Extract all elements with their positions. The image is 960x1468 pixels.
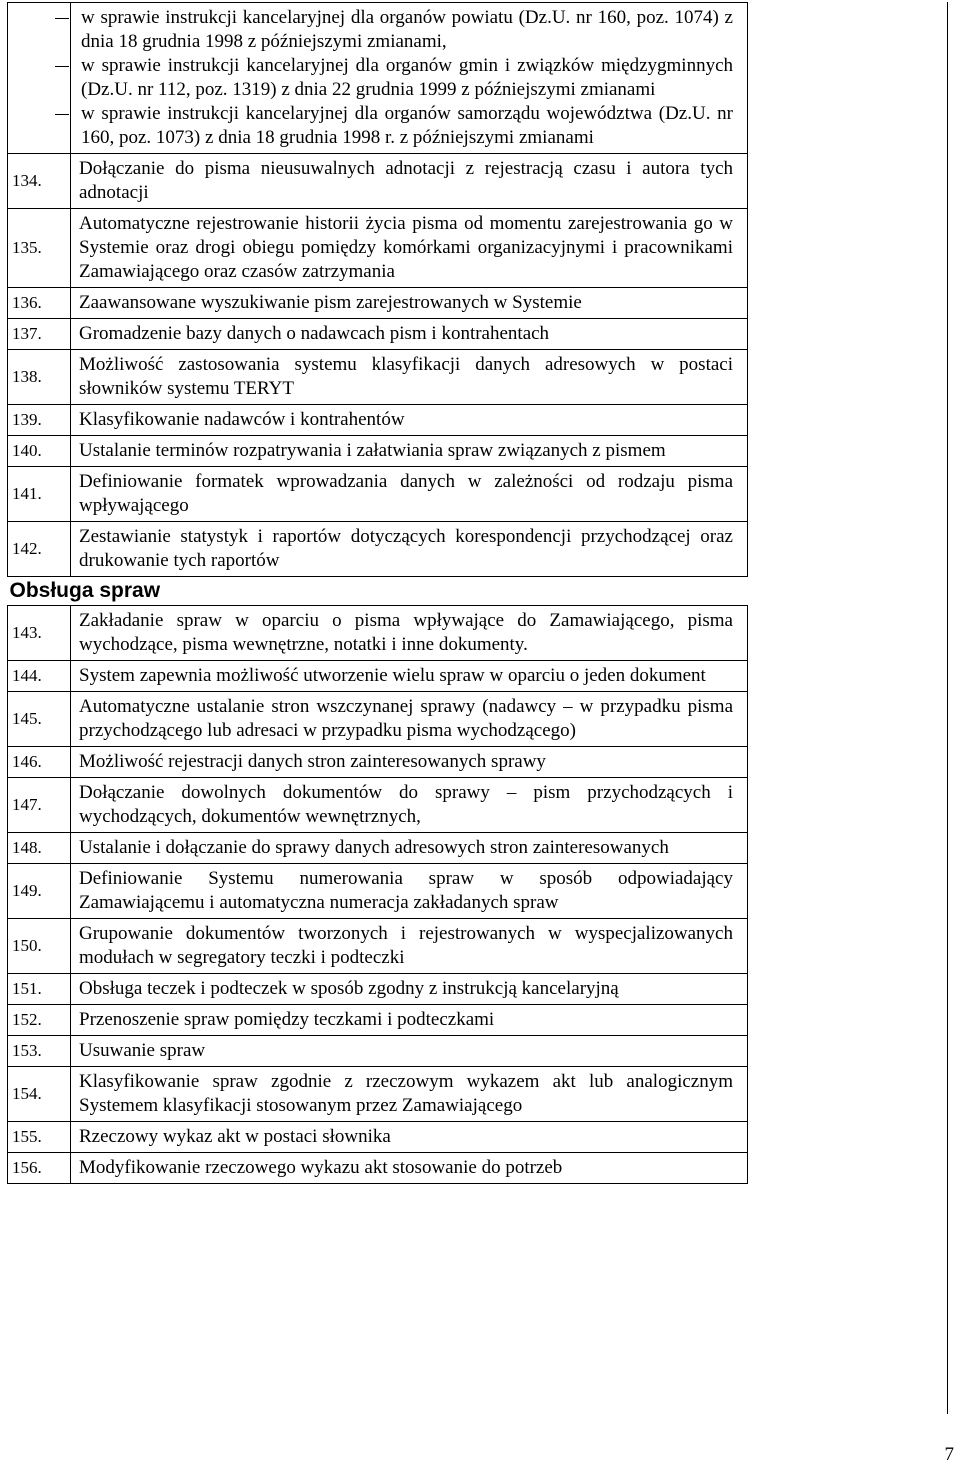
table-row	[8, 1153, 748, 1184]
table-row	[8, 747, 748, 778]
table-row	[8, 405, 748, 436]
continuation-row	[8, 3, 748, 154]
row-number: 139.	[8, 405, 71, 436]
row-number: 135.	[8, 209, 71, 288]
row-text: Zakładanie spraw w oparciu o pisma wpływające do Zamawiającego, pisma wychodzące, pisma wewnętrzne, notatki i inne dokumenty.	[71, 606, 748, 661]
row-text: Zaawansowane wyszukiwanie pism zarejestrowanych w Systemie	[71, 288, 748, 319]
row-text: Możliwość rejestracji danych stron zainteresowanych sprawy	[71, 747, 748, 778]
row-text: Definiowanie formatek wprowadzania danych w zależności od rodzaju pisma wpływającego	[71, 467, 748, 522]
table-row	[8, 436, 748, 467]
row-number: 148.	[8, 833, 71, 864]
row-number: 142.	[8, 522, 71, 577]
row-number: 146.	[8, 747, 71, 778]
list-item-text: w sprawie instrukcji kancelaryjnej dla organów samorządu województwa (Dz.U. nr 160, poz. 1073) z dnia 18 grudnia 1998 r. z późniejszymi zmianami	[81, 103, 733, 148]
row-text: Zestawianie statystyk i raportów dotyczących korespondencji przychodzącej oraz drukowanie tych raportów	[71, 522, 748, 577]
table-row	[8, 288, 748, 319]
row-text: Gromadzenie bazy danych o nadawcach pism i kontrahentach	[71, 319, 748, 350]
requirements-table	[7, 2, 748, 1184]
table-row	[8, 1005, 748, 1036]
row-number: 136.	[8, 288, 71, 319]
row-text: Ustalanie terminów rozpatrywania i załatwiania spraw związanych z pismem	[71, 436, 748, 467]
table-row	[8, 919, 748, 974]
table-row	[8, 974, 748, 1005]
table-row	[8, 833, 748, 864]
row-text: Modyfikowanie rzeczowego wykazu akt stosowanie do potrzeb	[71, 1153, 748, 1184]
table-row	[8, 1036, 748, 1067]
section-title: Obsługa spraw	[8, 577, 748, 606]
section-row	[8, 577, 748, 606]
table-row	[8, 319, 748, 350]
row-text: Dołączanie dowolnych dokumentów do sprawy – pism przychodzących i wychodzących, dokumentów wewnętrznych,	[71, 778, 748, 833]
row-number: 141.	[8, 467, 71, 522]
row-text: Dołączanie do pisma nieusuwalnych adnotacji z rejestracją czasu i autora tych adnotacji	[71, 154, 748, 209]
row-text: Grupowanie dokumentów tworzonych i rejestrowanych w wyspecjalizowanych modułach w segregatory teczki i podteczki	[71, 919, 748, 974]
row-number: 151.	[8, 974, 71, 1005]
row-number	[8, 3, 71, 154]
table-row	[8, 778, 748, 833]
requirements-table-body	[8, 3, 748, 1184]
row-text: Rzeczowy wykaz akt w postaci słownika	[71, 1122, 748, 1153]
table-row	[8, 1067, 748, 1122]
row-text: Usuwanie spraw	[71, 1036, 748, 1067]
table-row	[8, 522, 748, 577]
list-item	[79, 54, 733, 102]
row-text: Klasyfikowanie nadawców i kontrahentów	[71, 405, 748, 436]
table-row	[8, 467, 748, 522]
row-number: 153.	[8, 1036, 71, 1067]
table-row	[8, 606, 748, 661]
row-text: Automatyczne rejestrowanie historii życia pisma od momentu zarejestrowania go w Systemie oraz drogi obiegu pomiędzy komórkami organizacyjnymi i pracownikami Zamawiającego oraz czasów zatrzymania	[71, 209, 748, 288]
row-text: Przenoszenie spraw pomiędzy teczkami i podteczkami	[71, 1005, 748, 1036]
table-row	[8, 350, 748, 405]
regulation-list	[79, 6, 733, 150]
row-number: 150.	[8, 919, 71, 974]
row-number: 138.	[8, 350, 71, 405]
table-row	[8, 209, 748, 288]
row-number: 154.	[8, 1067, 71, 1122]
row-number: 143.	[8, 606, 71, 661]
row-number: 145.	[8, 692, 71, 747]
row-text: System zapewnia możliwość utworzenie wielu spraw w oparciu o jeden dokument	[71, 661, 748, 692]
row-number: 155.	[8, 1122, 71, 1153]
row-number: 134.	[8, 154, 71, 209]
page-number: 7	[944, 1444, 954, 1465]
table-row	[8, 692, 748, 747]
list-item-text: w sprawie instrukcji kancelaryjnej dla organów powiatu (Dz.U. nr 160, poz. 1074) z dnia 18 grudnia 1998 z późniejszymi zmianami,	[81, 7, 733, 52]
row-text: Możliwość zastosowania systemu klasyfikacji danych adresowych w postaci słowników systemu TERYT	[71, 350, 748, 405]
row-number: 147.	[8, 778, 71, 833]
table-row	[8, 154, 748, 209]
row-text: Obsługa teczek i podteczek w sposób zgodny z instrukcją kancelaryjną	[71, 974, 748, 1005]
row-number: 144.	[8, 661, 71, 692]
row-text	[71, 3, 748, 154]
row-number: 140.	[8, 436, 71, 467]
row-number: 149.	[8, 864, 71, 919]
table-row	[8, 661, 748, 692]
row-text: Definiowanie Systemu numerowania spraw w sposób odpowiadający Zamawiającemu i automatyczna numeracja zakładanych spraw	[71, 864, 748, 919]
row-number: 137.	[8, 319, 71, 350]
row-number: 152.	[8, 1005, 71, 1036]
page-frame-border	[947, 2, 948, 1414]
table-row	[8, 864, 748, 919]
list-item	[79, 6, 733, 54]
table-row	[8, 1122, 748, 1153]
row-number: 156.	[8, 1153, 71, 1184]
row-text: Automatyczne ustalanie stron wszczynanej sprawy (nadawcy – w przypadku pisma przychodzącego lub adresaci w przypadku pisma wychodzącego)	[71, 692, 748, 747]
list-item-text: w sprawie instrukcji kancelaryjnej dla organów gmin i związków międzygminnych (Dz.U. nr 112, poz. 1319) z dnia 22 grudnia 1999 z późniejszymi zmianami	[81, 55, 733, 100]
row-text: Klasyfikowanie spraw zgodnie z rzeczowym wykazem akt lub analogicznym Systemem klasyfikacji stosowanym przez Zamawiającego	[71, 1067, 748, 1122]
list-item	[79, 102, 733, 150]
row-text: Ustalanie i dołączanie do sprawy danych adresowych stron zainteresowanych	[71, 833, 748, 864]
